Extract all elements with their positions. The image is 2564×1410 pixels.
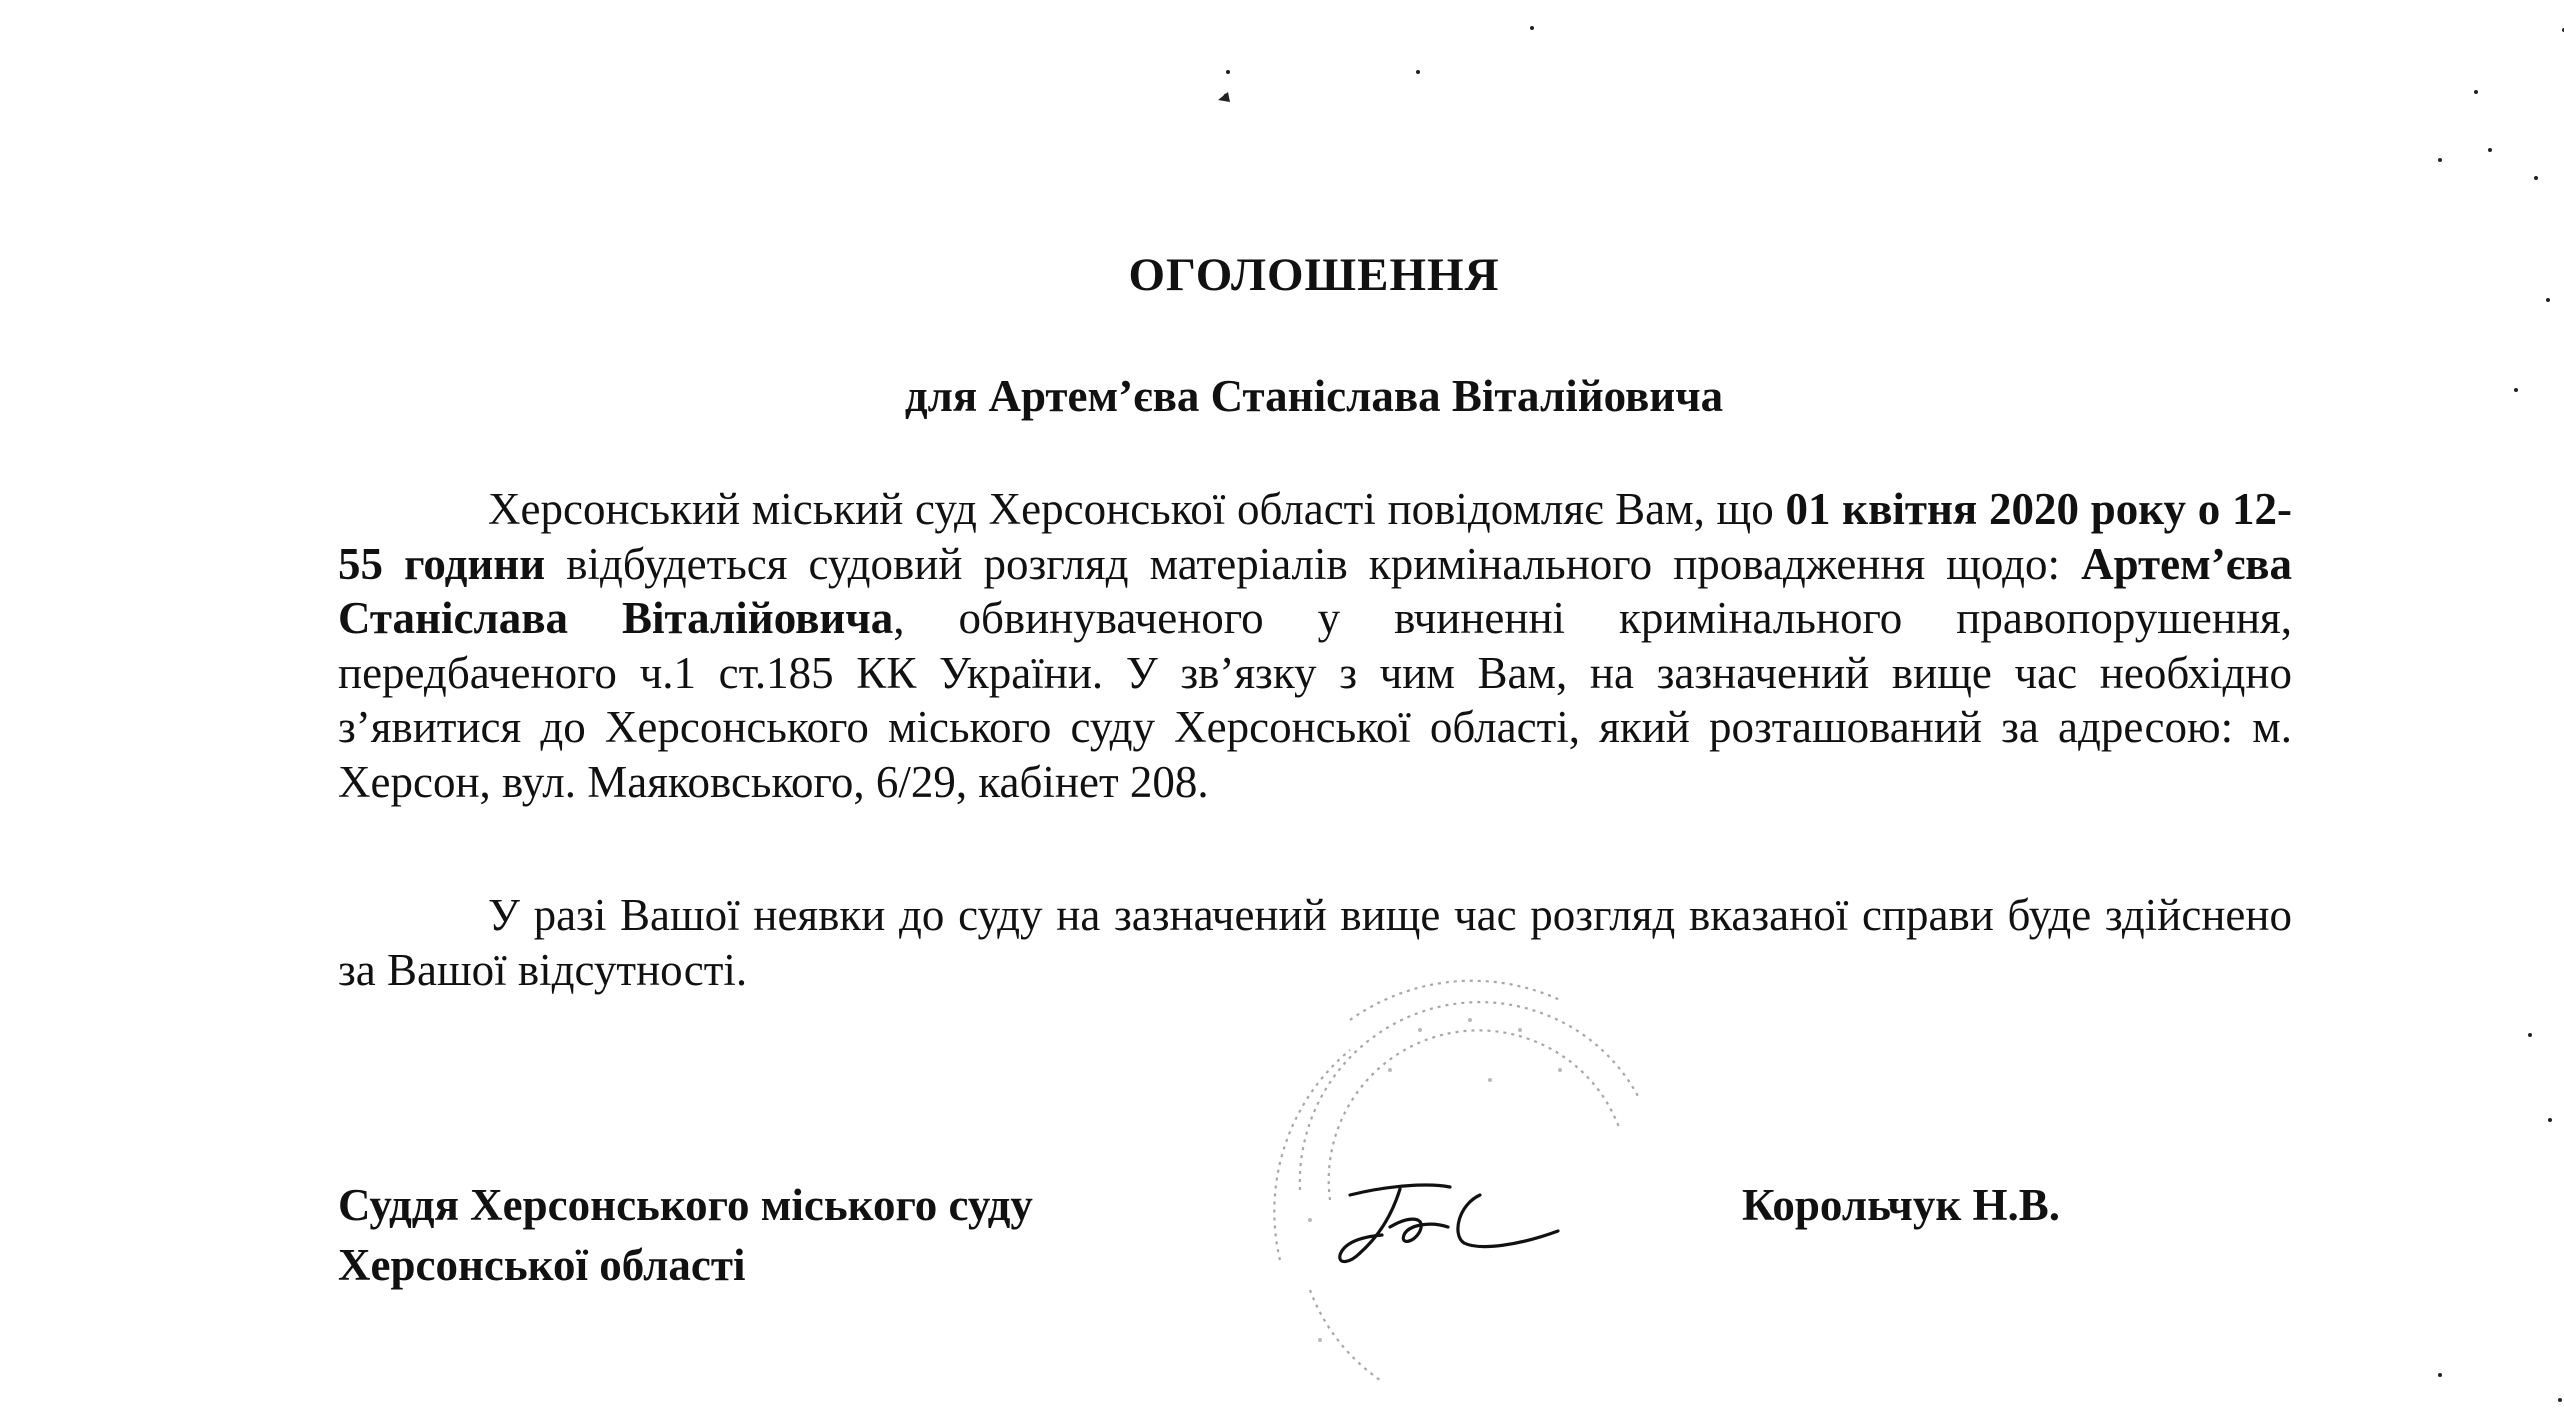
judge-signature: [1330, 1165, 1570, 1275]
judge-name: Корольчук Н.В.: [1742, 1180, 2061, 1230]
signatory-title: [338, 1175, 1033, 1295]
hearing-datetime: 01 квітня 2020 року о 12-55 години: [338, 484, 2292, 589]
notice-text-3: , обвинуваченого у вчиненні кримінального правопорушення, передбаченого ч.1 ст.185 КК України. У зв’язку з чим Вам, на зазначений вище час необхідно з’явитися до Херсонського міського суду Херсонської області, який розташований за адресою: м. Херсон, вул. Маяковського, 6/29, кабінет 208.: [338, 593, 2292, 807]
notice-text-1: Херсонський міський суд Херсонської області повідомляє Вам, що: [488, 484, 1786, 534]
signatory-line-1: Суддя Херсонського міського суду: [338, 1180, 1033, 1230]
notice-paragraph: [338, 482, 2292, 809]
accused-name: Артем’єва Станіслава Віталійовича: [338, 538, 2292, 643]
document-title: ОГОЛОШЕННЯ: [1128, 249, 1500, 301]
notice-text-2: відбудеться судовий розгляд матеріалів кримінального провадження щодо:: [545, 538, 2082, 589]
document-subtitle: для Артем’єва Станіслава Віталійовича: [904, 371, 1724, 421]
absence-paragraph: У разі Вашої неявки до суду на зазначений вище час розгляд вказаної справи буде здійснено за Вашої відсутності.: [338, 890, 2292, 995]
signatory-line-2: Херсонської області: [338, 1240, 746, 1290]
